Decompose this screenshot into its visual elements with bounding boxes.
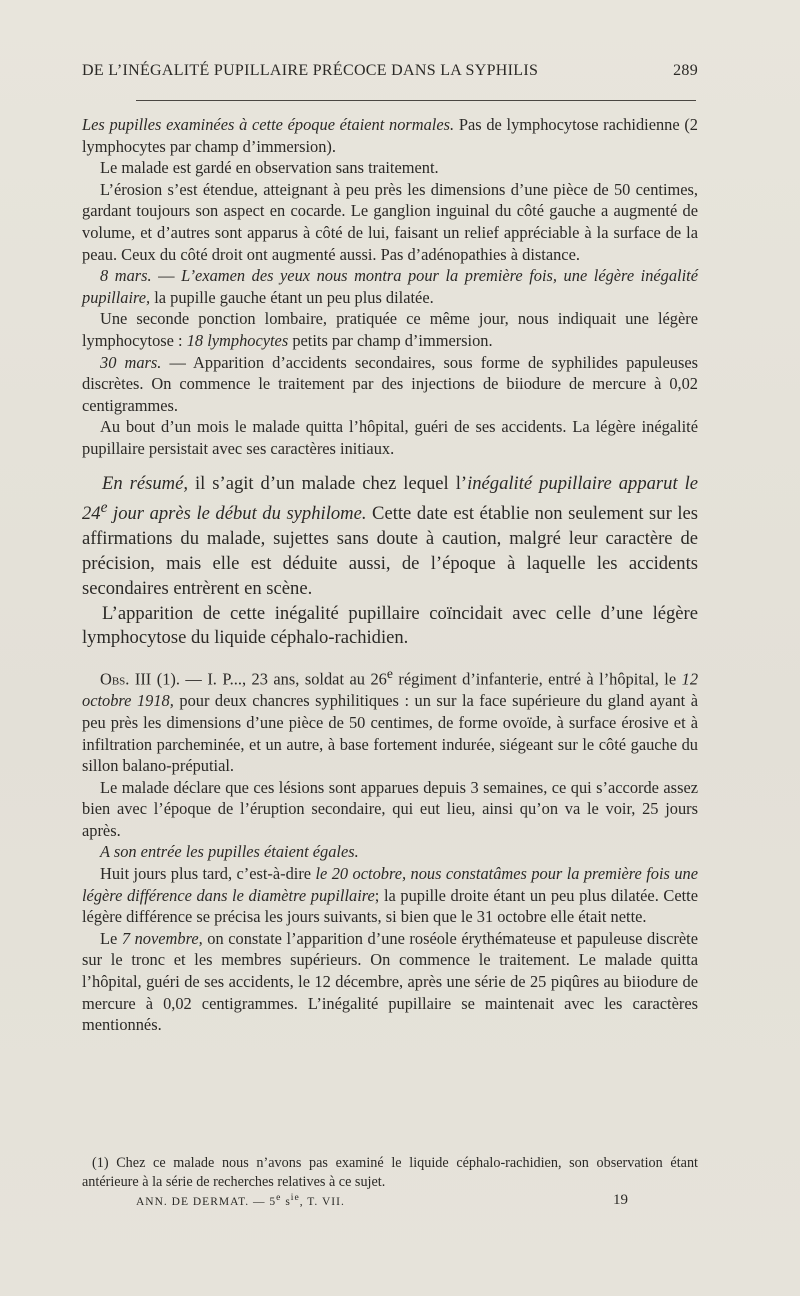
summary-section bbox=[82, 472, 698, 652]
journal-reference bbox=[136, 1192, 345, 1209]
text-run: — bbox=[151, 266, 182, 286]
paragraph: Le malade déclare que ces lésions sont apparues depuis 3 semaines, ce qui s’accorde assez bien avec l’époque de l’éruption secondaire, qui eut lieu, ainsi qu’on va le voir, 25 jours après. bbox=[82, 777, 698, 840]
paragraph bbox=[82, 928, 698, 1036]
paragraph: L’érosion s’est étendue, atteignant à peu près les dimensions d’une pièce de 50 centimes, gardant toujours son aspect en cocarde. Le ganglion inguinal du côté gauche a augmenté de volume, et d’autres sont apparus à côté de lui, faisant un relief appréciable à la surface de la peau. Ceux du côté droit ont augmenté aussi. Pas d’adénopathies à distance. bbox=[82, 179, 698, 264]
paragraph: Le malade est gardé en observation sans traitement. bbox=[100, 158, 439, 178]
paragraph bbox=[82, 308, 698, 351]
italic-phrase: Les pupilles examinées à cette époque étaient normales. bbox=[82, 115, 455, 134]
text-run: s bbox=[281, 1195, 291, 1208]
italic-phrase: 18 lymphocytes bbox=[186, 330, 289, 350]
text-run: Pas de lymphocytose rachidienne (2 lymphocytes par champ d’immersion). bbox=[82, 115, 699, 156]
text-run: III (1). — I. P..., 23 ans, soldat au 26 bbox=[129, 669, 387, 689]
text-run: ; la pupille droite étant un peu plus dilatée. Cette légère différence se précisa les jours suivants, si bien que le 31 octobre elle était nette. bbox=[82, 885, 698, 927]
text-run: régiment d’infanterie, entré à l’hôpital, le bbox=[392, 669, 682, 689]
paragraph: L’apparition de cette inégalité pupillaire coïncidait avec celle d’une légère lymphocytose du liquide céphalo-rachidien. bbox=[82, 602, 698, 649]
date-label: 30 mars. bbox=[100, 352, 162, 372]
text-run: Le bbox=[100, 928, 122, 948]
paragraph bbox=[82, 265, 698, 308]
observation-section bbox=[82, 663, 698, 1036]
italic-phrase: 7 novembre, bbox=[121, 928, 203, 948]
paragraph bbox=[82, 863, 698, 928]
text-run: Une seconde ponction lombaire, pratiquée ce même jour, nous indiquait une légère lymphocytose : bbox=[82, 309, 698, 350]
italic-phrase: jour après le début du syphilome. bbox=[107, 503, 367, 525]
footnote-text: (1) Chez ce malade nous n’avons pas examiné le liquide céphalo-rachidien, son observation étant antérieure à la série de recherches relatives à ce sujet. bbox=[82, 1155, 698, 1190]
footnote bbox=[82, 1154, 698, 1192]
page-footer bbox=[136, 1192, 628, 1209]
observation-label: Obs. bbox=[100, 669, 130, 689]
italic-phrase: inégalité pupillaire apparut le 24 bbox=[82, 472, 698, 525]
text-run: pour deux chancres syphilitiques : un sur la face supérieure du gland ayant à peu près les dimensions d’une pièce de 50 centimes, de forme ovoïde, à surface érosive et à infiltration parcheminée, et un autre, à base fortement indurée, siégeant sur le côté gauche du sillon balano-préputial. bbox=[82, 691, 698, 776]
text-run: , T. VII. bbox=[299, 1195, 345, 1208]
page-number: 289 bbox=[673, 62, 698, 79]
superscript: e bbox=[100, 499, 108, 517]
text-run: Huit jours plus tard, c’est-à-dire bbox=[100, 864, 316, 884]
text-run: ANN. DE DERMAT. — 5 bbox=[136, 1195, 277, 1208]
superscript: e bbox=[386, 666, 393, 682]
main-text bbox=[82, 114, 698, 1036]
header-rule bbox=[136, 100, 696, 101]
paragraph bbox=[82, 841, 698, 863]
running-header bbox=[82, 62, 698, 80]
text-run: petits par champ d’immersion. bbox=[288, 330, 493, 350]
running-title: DE L’INÉGALITÉ PUPILLAIRE PRÉCOCE DANS LA SYPHILIS bbox=[82, 62, 539, 79]
superscript: e bbox=[276, 1192, 282, 1203]
date-label: 8 mars. bbox=[100, 266, 152, 286]
paragraph bbox=[82, 114, 698, 157]
italic-phrase: En résumé, bbox=[102, 472, 188, 494]
italic-phrase: 12 octobre 1918, bbox=[82, 669, 699, 711]
paragraph bbox=[82, 663, 698, 776]
text-run: il s’agit d’un malade chez lequel l’ bbox=[187, 472, 468, 494]
text-run: on constate l’apparition d’une roséole érythémateuse et papuleuse discrète sur le tronc et les membres supérieurs. On commence le traitement. Le malade quitta l’hôpital, guéri de ses accidents, le 12 décembre, après une série de 25 piqûres au biiodure de mercure à 0,02 centigrammes. L’inégalité pupillaire se maintenait avec les caractères mentionnés. bbox=[82, 928, 698, 1035]
paragraph: Au bout d’un mois le malade quitta l’hôpital, guéri de ses accidents. La légère inégalité pupillaire persistait avec ses caractères initiaux. bbox=[82, 417, 698, 458]
text-run: Cette date est établie non seulement sur les affirmations du malade, sujettes sans doute à caution, malgré leur caractère de précision, mais elle est déduite aussi, de l’époque à laquelle les accidents secondaires entrèrent en scène. bbox=[82, 503, 698, 599]
italic-phrase: le 20 octobre, nous constatâmes pour la première fois une légère différence dans le diamètre pupillaire bbox=[82, 864, 698, 905]
text-run: la pupille gauche étant un peu plus dilatée. bbox=[150, 287, 434, 307]
paragraph bbox=[82, 472, 698, 602]
italic-phrase: A son entrée les pupilles étaient égales. bbox=[100, 842, 359, 862]
superscript: ie bbox=[290, 1192, 300, 1203]
paragraph bbox=[82, 352, 698, 417]
italic-phrase: L’examen des yeux nous montra pour la première fois, une légère inégalité pupillaire, bbox=[82, 266, 698, 307]
signature-number: 19 bbox=[613, 1192, 628, 1208]
text-run: — Apparition d’accidents secondaires, sous forme de syphilides papuleuses discrètes. On commence le traitement par des injections de biiodure de mercure à 0,02 centigrammes. bbox=[82, 352, 698, 415]
